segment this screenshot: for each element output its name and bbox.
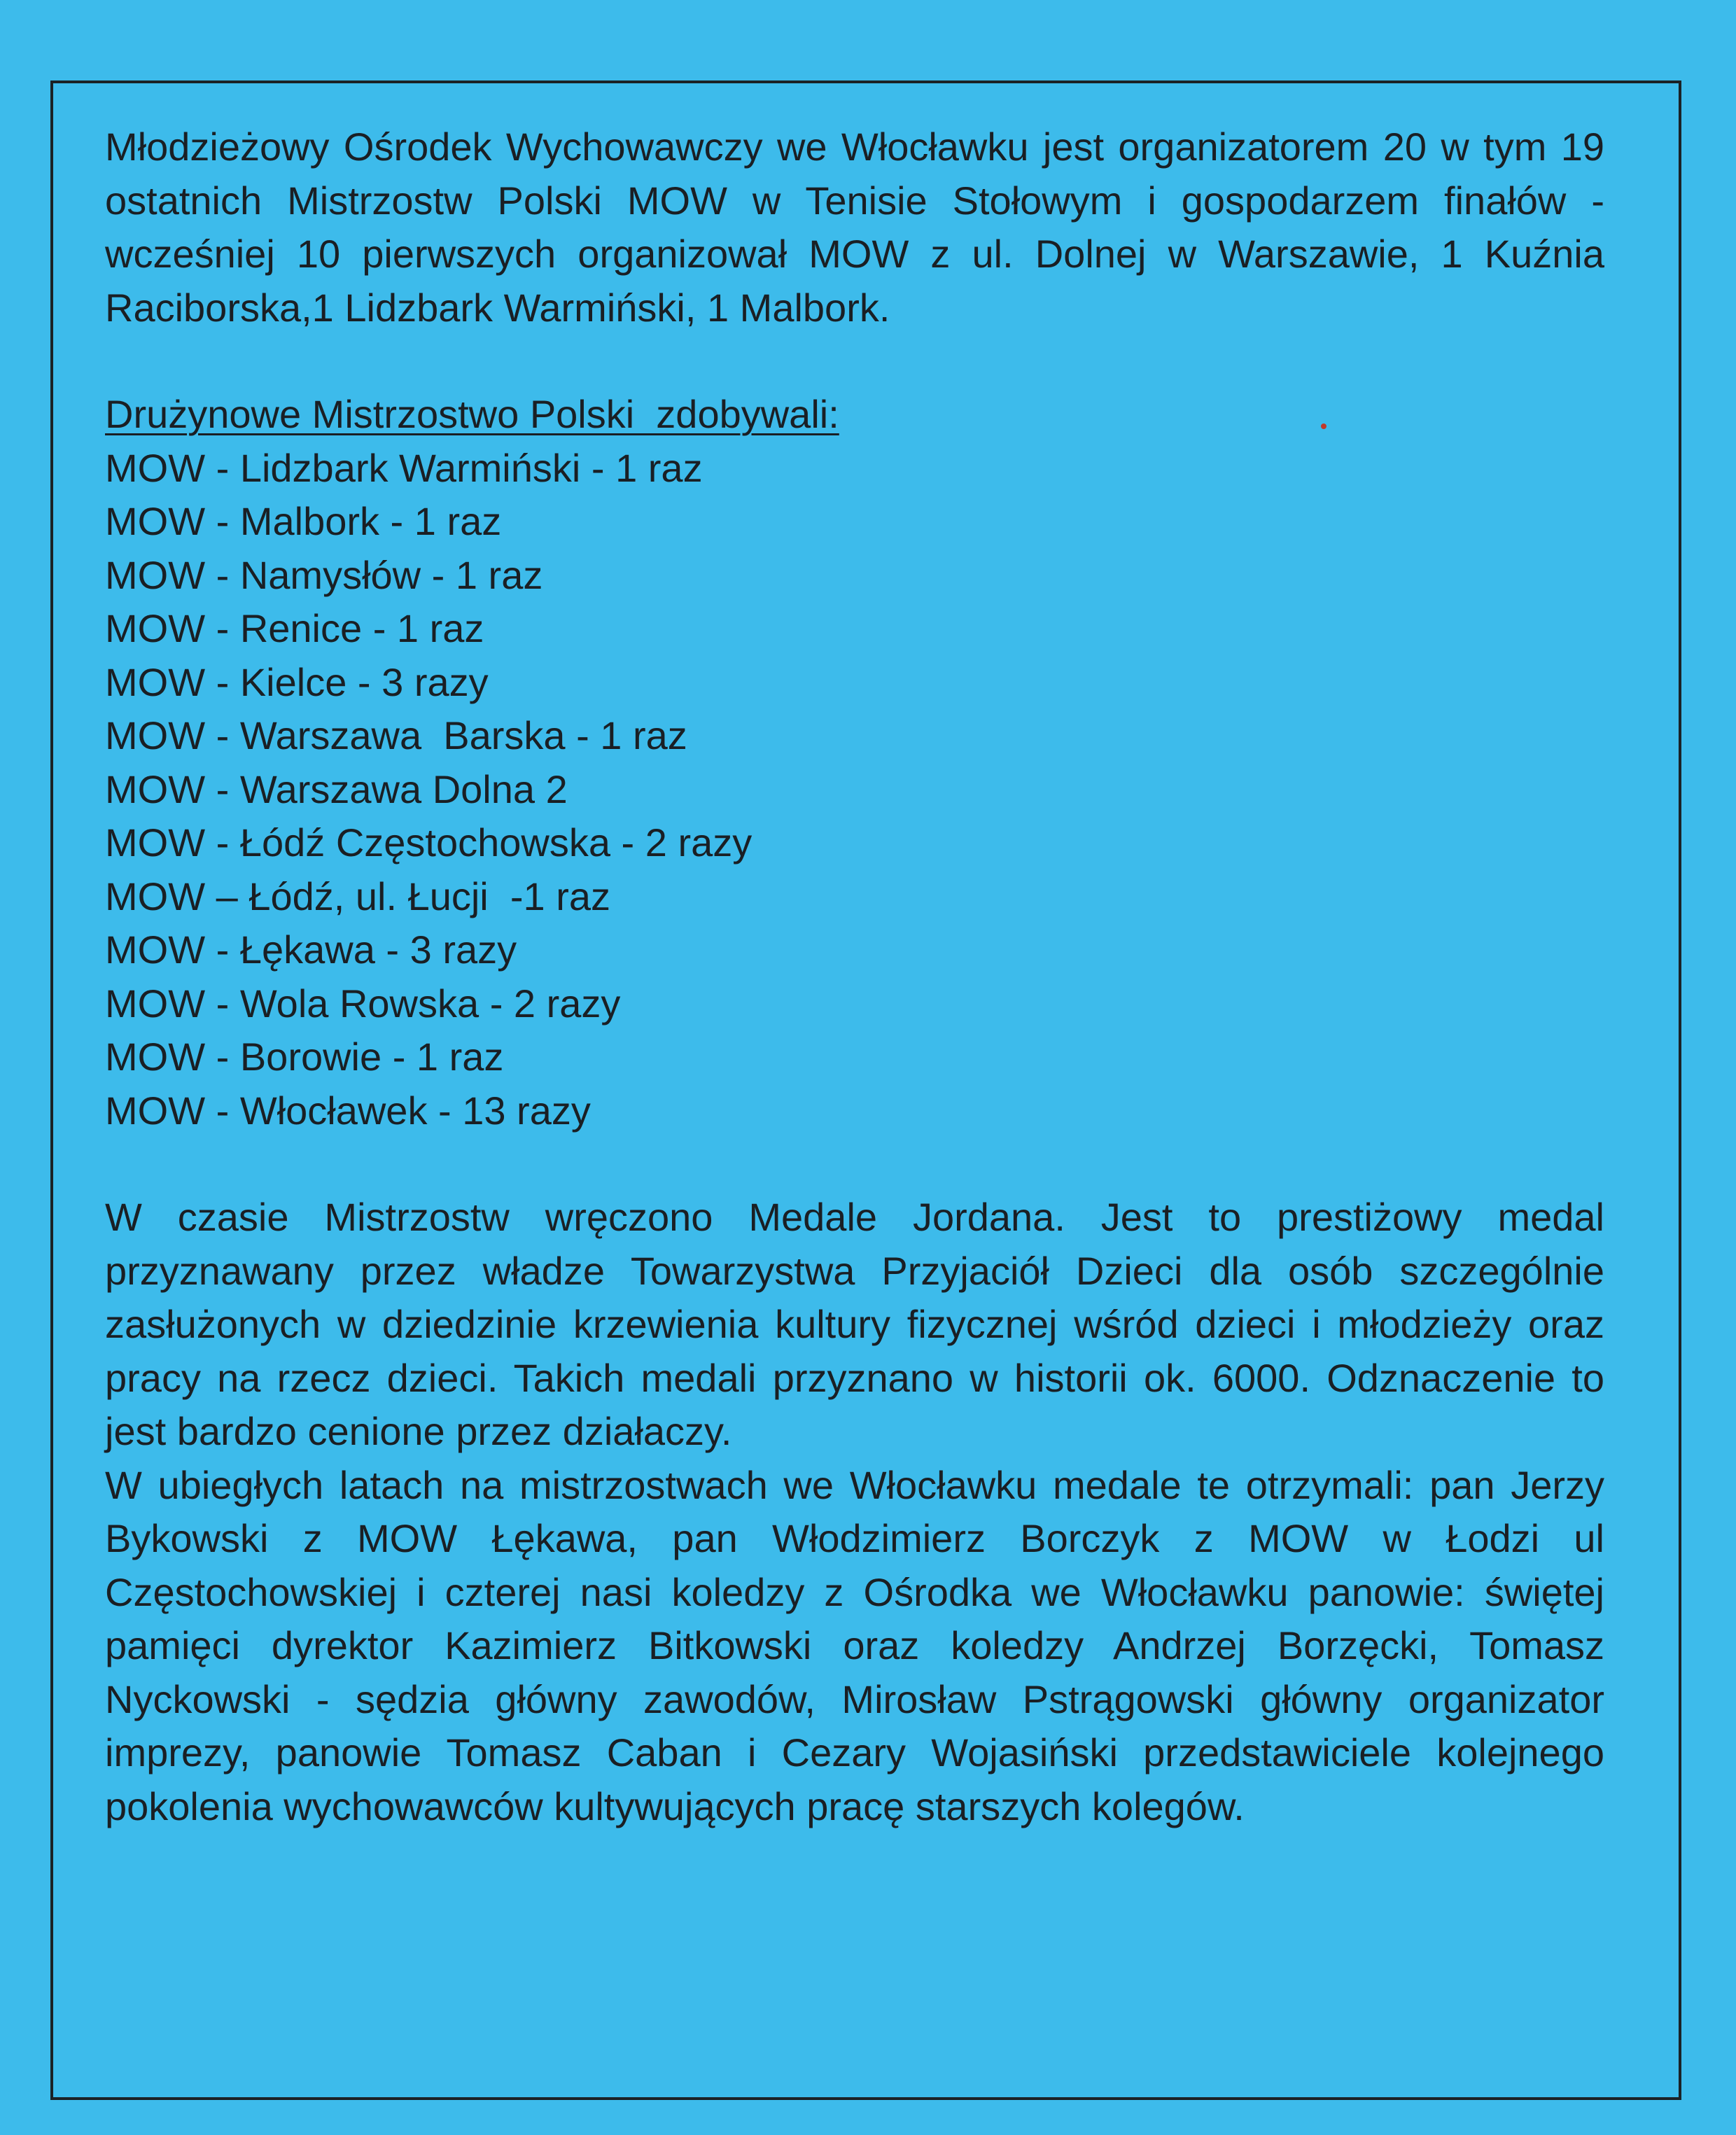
- list-item: MOW - Warszawa Dolna 2: [105, 766, 568, 811]
- intro-paragraph: Młodzieżowy Ośrodek Wychowawczy we Włocławku jest organizatorem 20 w tym 19 ostatnich Mistrzostw Polski MOW w Tenisie Stołowym i gospodarzem finałów - wcześniej 10 pierwszych organizował MOW z ul. Dolnej w Warszawie, 1 Kuźnia Raciborska,1 Lidzbark Warmiński, 1 Malbork.: [105, 125, 1604, 330]
- list-item: MOW - Renice - 1 raz: [105, 606, 484, 650]
- list-item: MOW - Lidzbark Warmiński - 1 raz: [105, 445, 703, 490]
- list-item: MOW - Wola Rowska - 2 razy: [105, 981, 621, 1026]
- medals-paragraph: W czasie Mistrzostw wręczono Medale Jordana. Jest to prestiżowy medal przyznawany przez władze Towarzystwa Przyjaciół Dzieci dla osób szczególnie zasłużonych w dziedzinie krzewienia kultury fizycznej wśród dzieci i młodzieży oraz pracy na rzecz dzieci. Takich medali przyznano w historii ok. 6000. Odznaczenie to jest bardzo cenione przez działaczy.: [105, 1195, 1604, 1453]
- list-item: MOW - Namysłów - 1 raz: [105, 552, 543, 597]
- list-item: MOW - Warszawa Barska - 1 raz: [105, 713, 687, 757]
- list-item: MOW - Włocławek - 13 razy: [105, 1088, 591, 1133]
- list-item: MOW – Łódź, ul. Łucji -1 raz: [105, 874, 611, 918]
- recipients-paragraph: W ubiegłych latach na mistrzostwach we Włocławku medale te otrzymali: pan Jerzy Bykowski z MOW Łękawa, pan Włodzimierz Borczyk z MOW w Łodzi ul Częstochowskiej i czterej nasi koledzy z Ośrodka we Włocławku panowie: świętej pamięci dyrektor Kazimierz Bitkowski oraz koledzy Andrzej Borzęcki, Tomasz Nyckowski - sędzia główny zawodów, Mirosław Pstrągowski główny organizator imprezy, panowie Tomasz Caban i Cezary Wojasiński przedstawiciele kolejnego pokolenia wychowawców kultywujących pracę starszych kolegów.: [105, 1462, 1604, 1828]
- list-item: MOW - Malbork - 1 raz: [105, 499, 502, 543]
- document-body: [105, 120, 1604, 1833]
- list-item: MOW - Łękawa - 3 razy: [105, 927, 517, 972]
- list-item: MOW - Łódź Częstochowska - 2 razy: [105, 820, 752, 864]
- spacer: [105, 1138, 1604, 1191]
- champions-section: [105, 388, 1604, 1138]
- champions-heading: Drużynowe Mistrzostwo Polski zdobywali:: [105, 392, 839, 436]
- list-item: MOW - Borowie - 1 raz: [105, 1035, 504, 1079]
- list-item: MOW - Kielce - 3 razy: [105, 659, 489, 704]
- spacer: [105, 335, 1604, 388]
